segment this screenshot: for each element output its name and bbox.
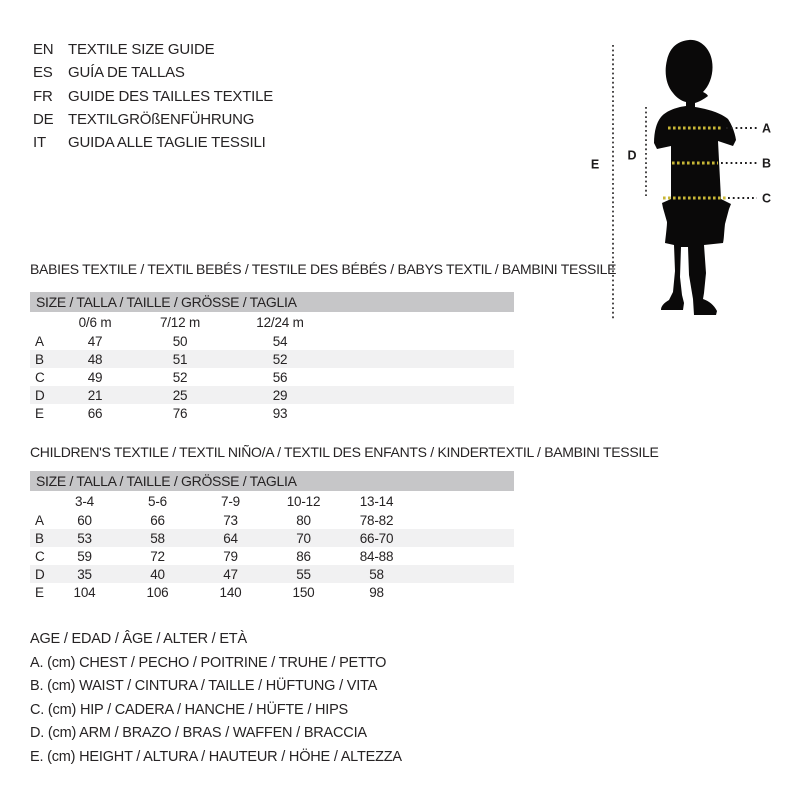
row-label: D — [35, 566, 45, 582]
table-row — [30, 350, 514, 368]
table-row — [30, 547, 514, 565]
babies-column-header-row — [30, 312, 514, 332]
table-cell: 98 — [369, 584, 384, 600]
children-column-header-row — [30, 491, 514, 511]
children-section-title: CHILDREN'S TEXTILE / TEXTIL NIÑO/A / TEXTIL DES ENFANTS / KINDERTEXTIL / BAMBINI TESSILE — [30, 444, 659, 460]
table-cell: 54 — [272, 333, 288, 349]
table-cell: 72 — [150, 548, 165, 564]
table-cell: 73 — [223, 512, 238, 528]
table-row — [30, 529, 514, 547]
table-row — [30, 368, 514, 386]
column-header: 13-14 — [359, 493, 394, 509]
table-cell: 64 — [223, 530, 238, 546]
table-cell: 25 — [172, 387, 188, 403]
column-header: 7/12 m — [159, 314, 201, 330]
table-cell: 51 — [172, 351, 188, 367]
row-label: B — [35, 351, 44, 367]
filler-cell — [413, 491, 514, 511]
table-row — [30, 386, 514, 404]
measure-label-a: A — [762, 121, 772, 136]
table-cell: 80 — [296, 512, 311, 528]
legend-line-arm: D. (cm) ARM / BRAZO / BRAS / WAFFEN / BRACCIA — [30, 725, 367, 742]
row-label: C — [35, 548, 45, 564]
language-code: IT — [33, 134, 46, 152]
filler-cell — [345, 332, 514, 350]
table-cell: 48 — [87, 351, 103, 367]
row-label: A — [35, 512, 44, 528]
table-cell: 78-82 — [359, 512, 394, 528]
table-cell: 70 — [296, 530, 311, 546]
table-cell: 52 — [272, 351, 288, 367]
filler-cell — [345, 368, 514, 386]
column-header: 0/6 m — [78, 314, 112, 330]
filler-cell — [413, 583, 514, 601]
language-row-fr — [33, 85, 273, 108]
filler-cell — [413, 529, 514, 547]
language-title-list — [33, 38, 273, 154]
language-code: ES — [33, 64, 53, 82]
column-header: 3-4 — [75, 493, 94, 509]
table-cell: 40 — [150, 566, 165, 582]
row-label: E — [35, 405, 44, 421]
filler-cell — [345, 404, 514, 422]
table-cell: 58 — [369, 566, 384, 582]
language-row-it — [33, 131, 273, 154]
babies-size-table — [30, 312, 514, 422]
table-cell: 47 — [223, 566, 238, 582]
legend-line-chest: A. (cm) CHEST / PECHO / POITRINE / TRUHE / PETTO — [30, 654, 387, 671]
table-cell: 60 — [77, 512, 92, 528]
column-header: 5-6 — [148, 493, 167, 509]
table-cell: 50 — [172, 333, 188, 349]
corner-cell — [30, 491, 48, 511]
table-cell: 140 — [219, 584, 242, 600]
row-label: E — [35, 584, 44, 600]
table-cell: 106 — [146, 584, 169, 600]
filler-cell — [413, 565, 514, 583]
language-code: EN — [33, 41, 54, 58]
table-row — [30, 404, 514, 422]
measure-label-b: B — [762, 156, 772, 171]
table-row — [30, 332, 514, 350]
table-cell: 35 — [77, 566, 92, 582]
language-label: GUIDA ALLE TAGLIE TESSILI — [68, 134, 266, 152]
table-cell: 76 — [172, 405, 188, 421]
measurement-legend — [30, 628, 402, 770]
filler-cell — [413, 547, 514, 565]
legend-line-height: E. (cm) HEIGHT / ALTURA / HAUTEUR / HÖHE / ALTEZZA — [30, 748, 402, 765]
table-cell: 66 — [150, 512, 165, 528]
column-header: 12/24 m — [256, 314, 304, 330]
table-cell: 52 — [172, 369, 188, 385]
table-cell: 86 — [296, 548, 311, 564]
table-cell: 29 — [272, 387, 288, 403]
table-cell: 66 — [87, 405, 103, 421]
column-header: 10-12 — [286, 493, 321, 509]
table-row — [30, 511, 514, 529]
babies-size-header-bar: SIZE / TALLA / TAILLE / GRÖSSE / TAGLIA — [30, 292, 514, 312]
table-cell: 53 — [77, 530, 92, 546]
table-cell: 66-70 — [359, 530, 394, 546]
children-size-table — [30, 491, 514, 601]
table-cell: 58 — [150, 530, 165, 546]
table-cell: 49 — [87, 369, 103, 385]
legend-line-age: AGE / EDAD / ÂGE / ALTER / ETÀ — [30, 631, 247, 647]
table-row — [30, 583, 514, 601]
column-header: 7-9 — [221, 493, 240, 509]
language-label: TEXTILGRÖßENFÜHRUNG — [68, 110, 255, 128]
row-label: B — [35, 530, 44, 546]
measure-label-d: D — [627, 148, 637, 163]
children-size-header-bar: SIZE / TALLA / TAILLE / GRÖSSE / TAGLIA — [30, 471, 514, 491]
child-silhouette — [654, 40, 736, 315]
language-row-de — [33, 108, 273, 131]
language-code: DE — [33, 110, 54, 128]
table-row — [30, 565, 514, 583]
row-label: A — [35, 333, 44, 349]
legend-line-hip: C. (cm) HIP / CADERA / HANCHE / HÜFTE / HIPS — [30, 701, 349, 718]
table-cell: 56 — [272, 369, 288, 385]
filler-cell — [345, 312, 514, 332]
row-label: D — [35, 387, 45, 403]
language-label: GUIDE DES TAILLES TEXTILE — [68, 87, 274, 105]
legend-line-waist: B. (cm) WAIST / CINTURA / TAILLE / HÜFTUNG / VITA — [30, 678, 378, 695]
filler-cell — [345, 350, 514, 368]
language-row-en — [33, 38, 273, 61]
table-cell: 21 — [87, 387, 103, 403]
table-cell: 104 — [73, 584, 96, 600]
measure-label-c: C — [762, 191, 772, 206]
babies-section-title: BABIES TEXTILE / TEXTIL BEBÉS / TESTILE DES BÉBÉS / BABYS TEXTIL / BAMBINI TESSILE — [30, 261, 617, 277]
language-row-es — [33, 61, 273, 84]
corner-cell — [30, 312, 45, 332]
measure-label-e: E — [590, 157, 600, 172]
table-cell: 59 — [77, 548, 92, 564]
language-label: TEXTILE SIZE GUIDE — [68, 41, 215, 58]
filler-cell — [413, 511, 514, 529]
table-cell: 55 — [296, 566, 311, 582]
table-cell: 84-88 — [359, 548, 394, 564]
language-code: FR — [33, 87, 53, 105]
filler-cell — [345, 386, 514, 404]
row-label: C — [35, 369, 45, 385]
table-cell: 150 — [292, 584, 315, 600]
table-cell: 79 — [223, 548, 238, 564]
table-cell: 47 — [87, 333, 103, 349]
measurement-figure — [590, 25, 775, 325]
table-cell: 93 — [272, 405, 288, 421]
language-label: GUÍA DE TALLAS — [68, 64, 185, 82]
